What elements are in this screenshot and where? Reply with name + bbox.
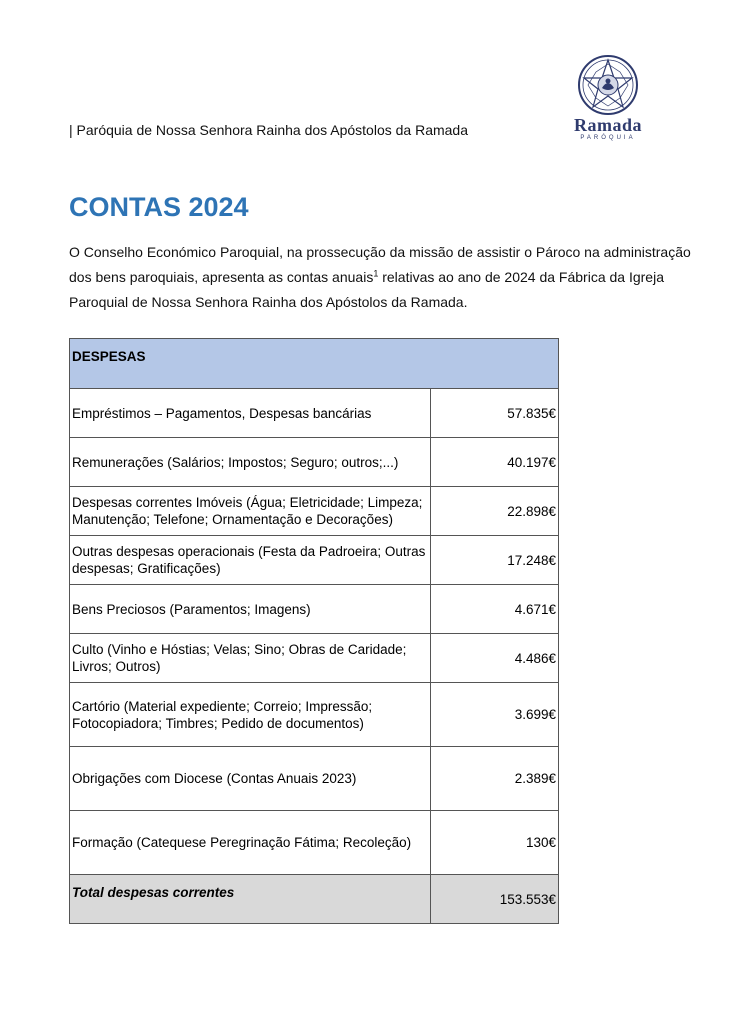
parish-seal-icon	[575, 54, 641, 116]
table-header-cell: DESPESAS	[70, 339, 559, 389]
expense-amount: 57.835€	[431, 389, 559, 438]
expense-description: Cartório (Material expediente; Correio; Impressão; Fotocopiadora; Timbres; Pedido de documentos)	[70, 683, 431, 747]
table-header-row	[70, 339, 559, 389]
expense-amount: 4.486€	[431, 634, 559, 683]
table-row	[70, 389, 559, 438]
expense-description: Obrigações com Diocese (Contas Anuais 2023)	[70, 747, 431, 811]
table-row	[70, 683, 559, 747]
expense-description: Bens Preciosos (Paramentos; Imagens)	[70, 585, 431, 634]
total-row	[70, 875, 559, 924]
logo-subtitle: PARÓQUIA	[580, 135, 636, 141]
table-row	[70, 585, 559, 634]
parish-header: | Paróquia de Nossa Senhora Rainha dos Apóstolos da Ramada	[69, 122, 469, 138]
expenses-table	[69, 338, 559, 924]
total-amount: 153.553€	[431, 875, 559, 924]
page-title: CONTAS 2024	[69, 192, 249, 222]
table-row	[70, 811, 559, 875]
intro-text-start: O Conselho Económico Paroquial, na prossecução da missão de assistir o Pároco na administração dos bens paroquiais, apresenta as contas anuais	[69, 244, 691, 285]
intro-text-end: relativas ao ano de 2024 da Fábrica da Igreja Paroquial de Nossa Senhora Rainha dos Apóstolos da Ramada.	[69, 269, 664, 310]
total-label: Total despesas correntes	[70, 875, 431, 924]
expense-amount: 4.671€	[431, 585, 559, 634]
table-row	[70, 747, 559, 811]
expense-description: Empréstimos – Pagamentos, Despesas bancárias	[70, 389, 431, 438]
table-row	[70, 634, 559, 683]
table-row	[70, 536, 559, 585]
expense-amount: 17.248€	[431, 536, 559, 585]
expense-amount: 130€	[431, 811, 559, 875]
expense-amount: 40.197€	[431, 438, 559, 487]
table-row	[70, 438, 559, 487]
expense-description: Despesas correntes Imóveis (Água; Eletricidade; Limpeza; Manutenção; Telefone; Ornamentação e Decorações)	[70, 487, 431, 536]
expense-description: Outras despesas operacionais (Festa da Padroeira; Outras despesas; Gratificações)	[70, 536, 431, 585]
expense-description: Formação (Catequese Peregrinação Fátima; Recoleção)	[70, 811, 431, 875]
expense-description: Remunerações (Salários; Impostos; Seguro; outros;...)	[70, 438, 431, 487]
expense-amount: 3.699€	[431, 683, 559, 747]
expense-amount: 2.389€	[431, 747, 559, 811]
expense-amount: 22.898€	[431, 487, 559, 536]
table-row	[70, 487, 559, 536]
logo-wordmark: Ramada	[573, 115, 642, 135]
parish-logo	[566, 54, 650, 146]
expense-description: Culto (Vinho e Hóstias; Velas; Sino; Obras de Caridade; Livros; Outros)	[70, 634, 431, 683]
footnote-mark: 1	[373, 268, 379, 279]
intro-paragraph	[69, 240, 713, 315]
